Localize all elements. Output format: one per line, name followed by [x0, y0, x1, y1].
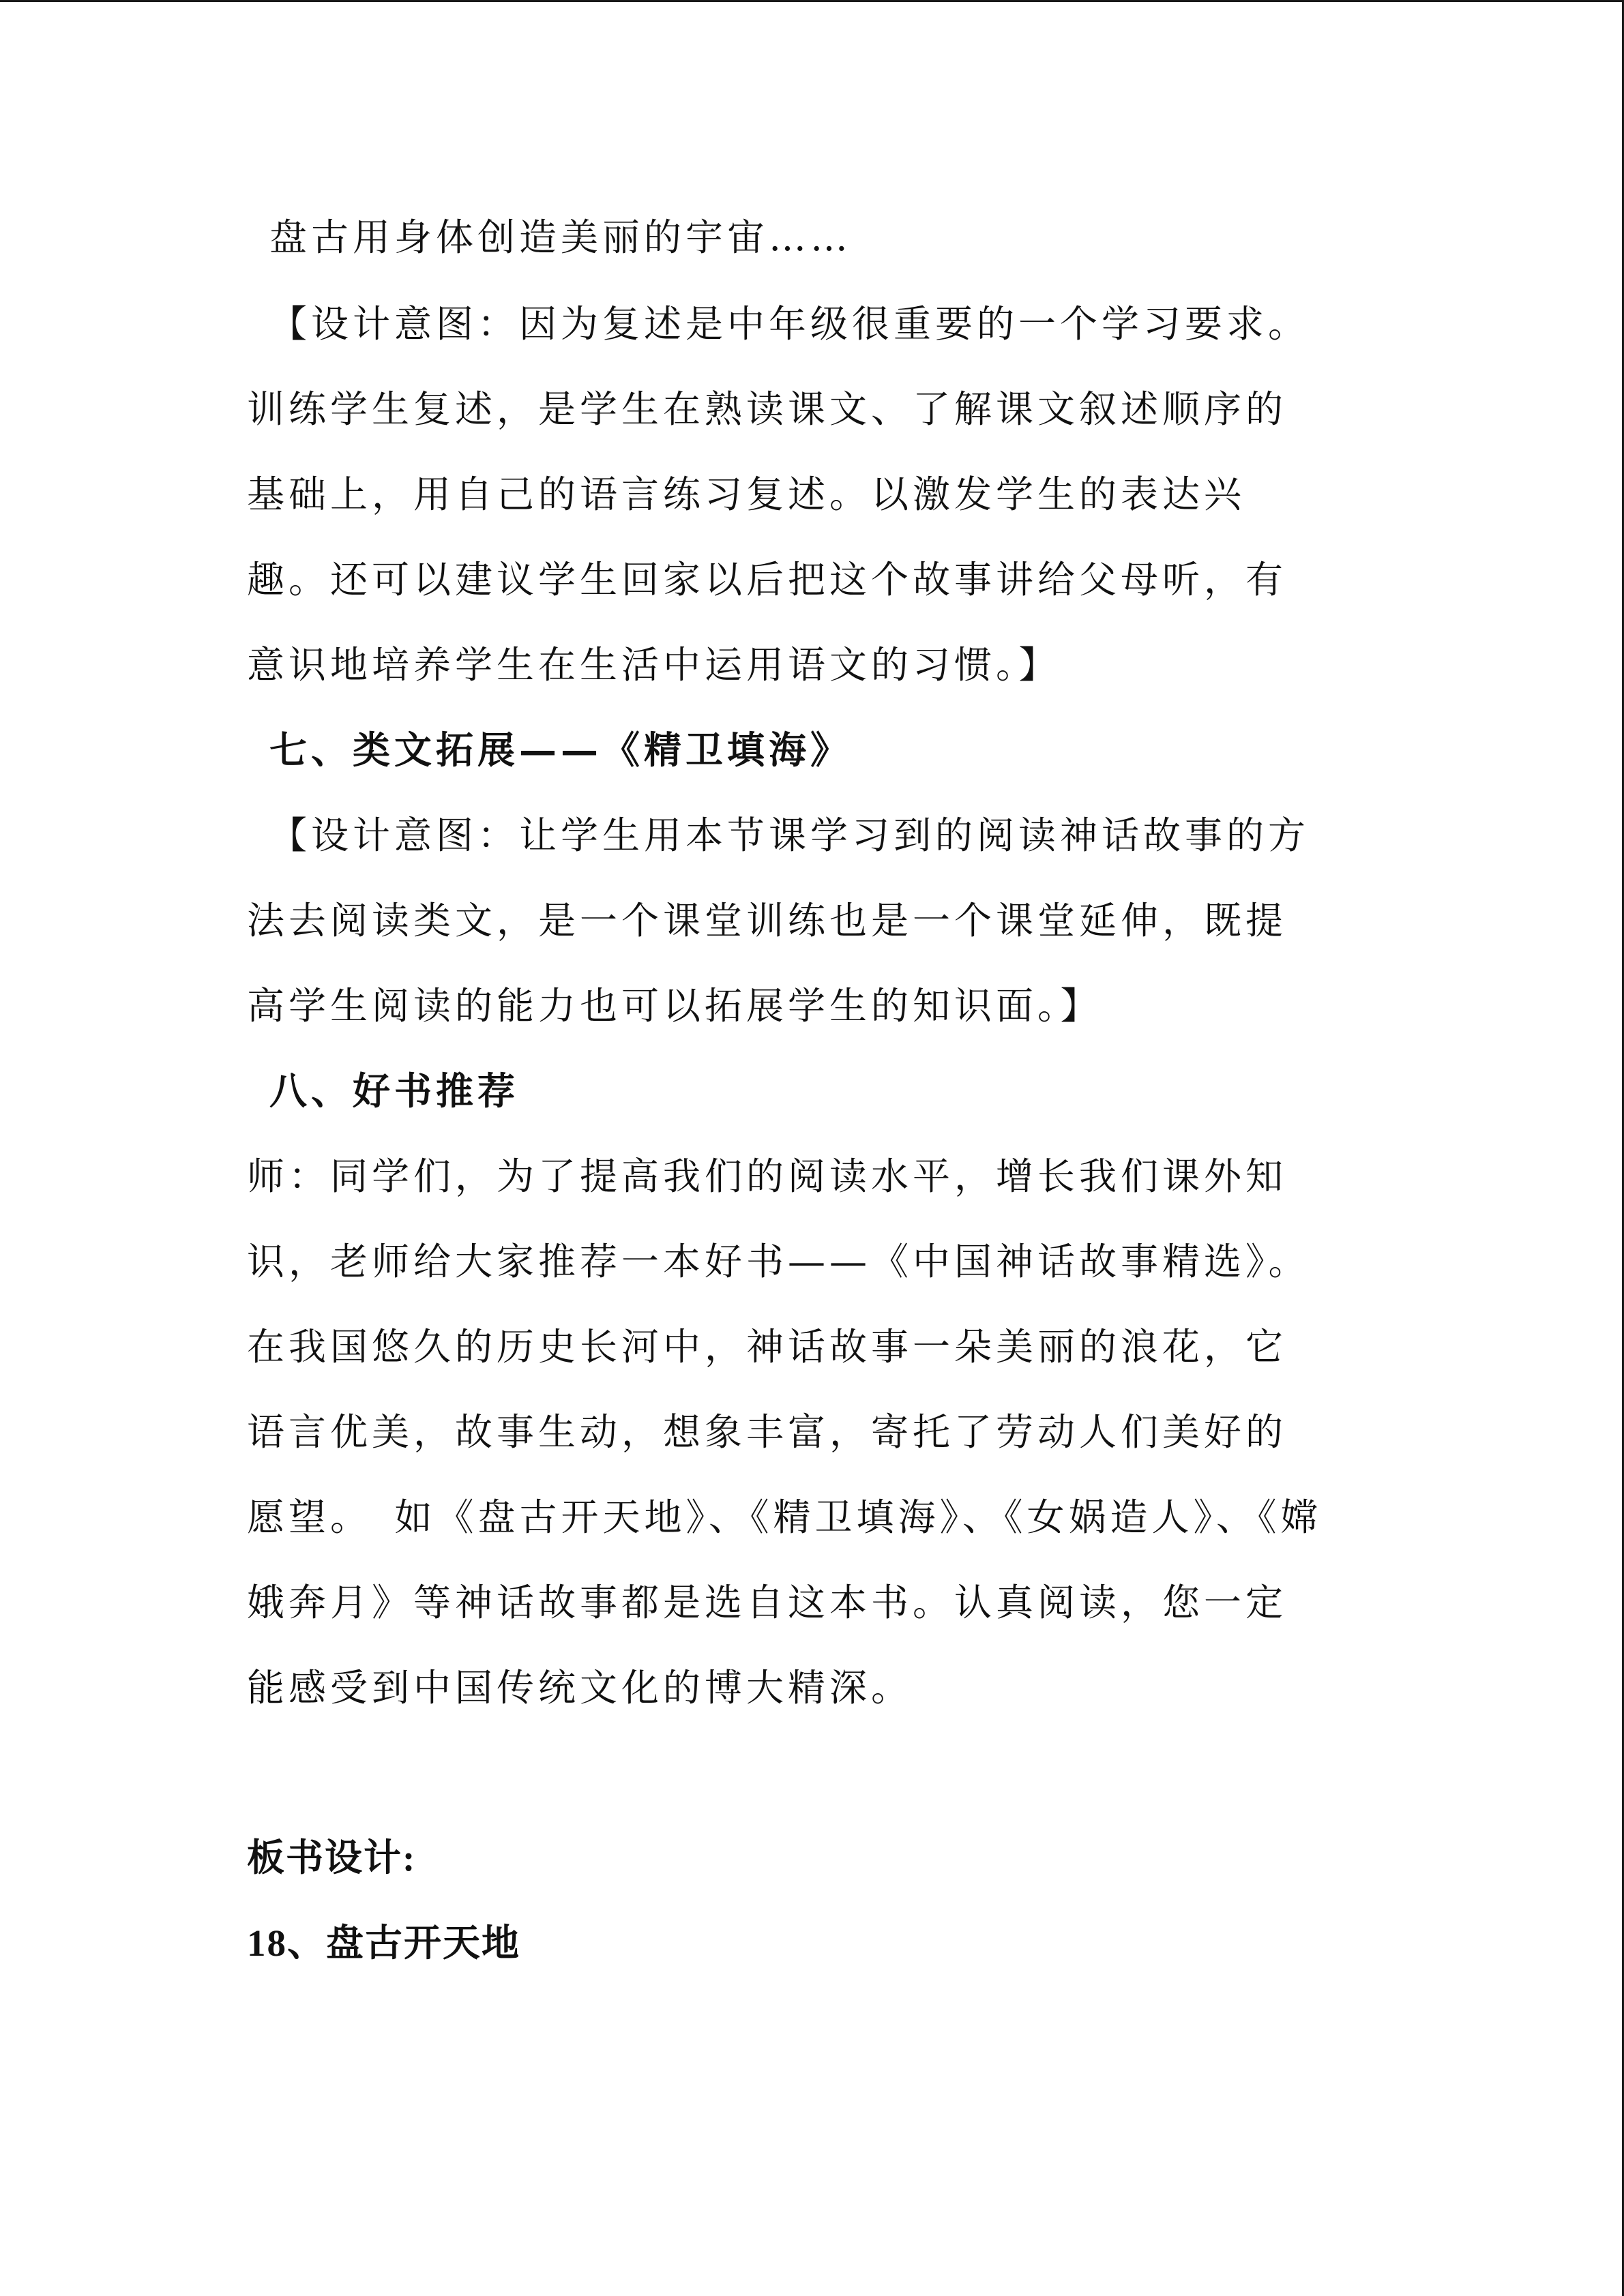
design-intent-line-3: 基础上，用自己的语言练习复述。以激发学生的表达兴 [247, 473, 1246, 516]
design-intent-2-line-1: 【设计意图：让学生用本节课学习到的阅读神话故事的方 [269, 814, 1310, 857]
design-intent-2-line-3: 高学生阅读的能力也可以拓展学生的知识面。】 [247, 984, 1102, 1028]
teacher-line-3: 在我国悠久的历史长河中，神话故事一朵美丽的浪花，它 [247, 1325, 1288, 1369]
page-border-top [0, 0, 1624, 2]
design-intent-line-2: 训练学生复述，是学生在熟读课文、了解课文叙述顺序的 [247, 387, 1288, 431]
teacher-line-1: 师：同学们，为了提高我们的阅读水平，增长我们课外知 [247, 1154, 1288, 1198]
section-heading-8: 八、好书推荐 [269, 1069, 520, 1113]
teacher-line-2: 识，老师给大家推荐一本好书——《中国神话故事精选》。 [247, 1240, 1310, 1283]
teacher-line-4: 语言优美，故事生动，想象丰富，寄托了劳动人们美好的 [247, 1410, 1288, 1454]
board-design-heading: 板书设计: [247, 1837, 417, 1879]
design-intent-line-4: 趣。还可以建议学生回家以后把这个故事讲给父母听，有 [247, 558, 1288, 601]
teacher-line-6: 娥奔月》等神话故事都是选自这本书。认真阅读，您一定 [247, 1581, 1288, 1624]
teacher-line-5: 愿望。 如《盘古开天地》、《精卫填海》、《女娲造人》、《嫦 [247, 1495, 1323, 1539]
board-design-title: 18、盘古开天地 [247, 1922, 521, 1964]
section-heading-7: 七、类文拓展——《精卫填海》 [269, 728, 853, 772]
design-intent-line-5: 意识地培养学生在生活中运用语文的习惯。】 [247, 643, 1061, 687]
design-intent-line-1: 【设计意图：因为复述是中年级很重要的一个学习要求。 [269, 302, 1310, 346]
text-line-1: 盘古用身体创造美丽的宇宙…… [269, 215, 853, 259]
teacher-line-7: 能感受到中国传统文化的博大精深。 [247, 1666, 913, 1710]
design-intent-2-line-2: 法去阅读类文，是一个课堂训练也是一个课堂延伸，既提 [247, 899, 1288, 942]
